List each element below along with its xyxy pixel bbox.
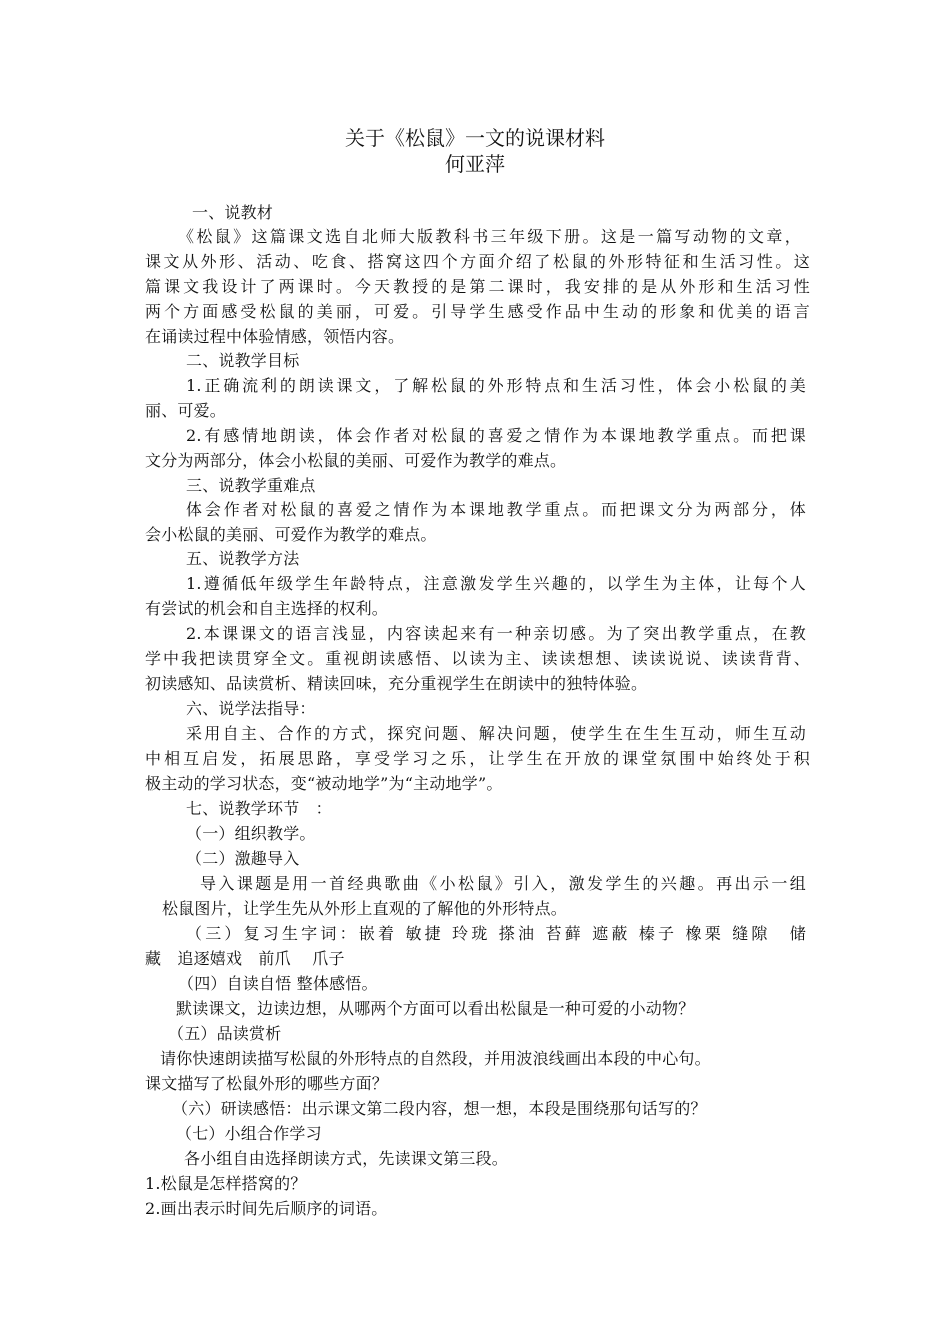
paragraph-line: 各小组自由选择朗读方式，先读课文第三段。 bbox=[184, 1149, 509, 1168]
paragraph-line: 体会作者对松鼠的喜爱之情作为本课地教学重点。而把课文分为两部分，体 bbox=[186, 500, 806, 519]
paragraph-line: 《松鼠》这篇课文选自北师大版教科书三年级下册。这是一篇写动物的文章， bbox=[178, 227, 801, 246]
subsection-heading: （四）自读自悟 整体感悟。 bbox=[178, 974, 378, 993]
subsection-heading: （五）品读赏析 bbox=[168, 1024, 282, 1043]
section-heading: 七、说教学环节 ： bbox=[186, 799, 332, 818]
paragraph-line: 中相互启发，拓展思路，享受学习之乐，让学生在开放的课堂氛围中始终处于积 bbox=[145, 749, 810, 768]
paragraph-line: 学中我把读贯穿全文。重视朗读感悟、以读为主、读读想想、读读说说、读读背背、 bbox=[145, 649, 810, 668]
paragraph-line: 丽、可爱。 bbox=[145, 401, 227, 420]
paragraph-line: 松鼠图片，让学生先从外形上直观的了解他的外形特点。 bbox=[162, 899, 568, 918]
paragraph-line: （三）复习生字词：嵌着 敏捷 玲珑 搽油 苔藓 遮蔽 榛子 橡栗 缝隙 储 bbox=[186, 924, 806, 943]
paragraph-line: 课文描写了松鼠外形的哪些方面？ bbox=[145, 1074, 389, 1093]
paragraph-line: 极主动的学习状态，变“被动地学”为“主动地学”。 bbox=[145, 774, 503, 793]
section-heading: 五、说教学方法 bbox=[186, 549, 300, 568]
paragraph-line: 两个方面感受松鼠的美丽，可爱。引导学生感受作品中生动的形象和优美的语言 bbox=[145, 302, 810, 321]
paragraph-line: （六）研读感悟：出示课文第二段内容，想一想，本段是围绕那句话写的？ bbox=[172, 1099, 707, 1118]
paragraph-line: 默读课文，边读边想，从哪两个方面可以看出松鼠是一种可爱的小动物？ bbox=[176, 999, 695, 1018]
paragraph-line: 文分为两部分，体会小松鼠的美丽、可爱作为教学的难点。 bbox=[145, 451, 567, 470]
paragraph-line: 2.本课课文的语言浅显，内容读起来有一种亲切感。为了突出教学重点，在教 bbox=[186, 624, 806, 643]
subsection-heading: （七）小组合作学习 bbox=[176, 1124, 322, 1143]
subsection-heading: （二）激趣导入 bbox=[186, 849, 300, 868]
paragraph-line: 请你快速朗读描写松鼠的外形特点的自然段，并用波浪线画出本段的中心句。 bbox=[160, 1049, 711, 1068]
paragraph-line: 藏 追逐嬉戏 前爪 爪子 bbox=[145, 949, 345, 968]
document-title: 关于《松鼠》一文的说课材料 bbox=[345, 126, 605, 150]
list-item: 1.松鼠是怎样搭窝的？ bbox=[145, 1174, 307, 1193]
document-author: 何亚萍 bbox=[445, 152, 505, 176]
paragraph-line: 课文从外形、活动、吃食、搭窝这四个方面介绍了松鼠的外形特征和生活习性。这 bbox=[145, 252, 810, 271]
paragraph-line: 导入课题是用一首经典歌曲《小松鼠》引入，激发学生的兴趣。再出示一组 bbox=[200, 874, 806, 893]
paragraph-line: 有尝试的机会和自主选择的权利。 bbox=[145, 599, 389, 618]
subsection-heading: （一）组织教学。 bbox=[186, 824, 316, 843]
paragraph-line: 篇课文我设计了两课时。今天教授的是第二课时，我安排的是从外形和生活习性 bbox=[145, 277, 810, 296]
paragraph-line: 会小松鼠的美丽、可爱作为教学的难点。 bbox=[145, 525, 437, 544]
paragraph-line: 在诵读过程中体验情感，领悟内容。 bbox=[145, 327, 405, 346]
section-heading: 一、说教材 bbox=[192, 203, 274, 222]
section-heading: 二、说教学目标 bbox=[186, 351, 300, 370]
paragraph-line: 2.有感情地朗读，体会作者对松鼠的喜爱之情作为本课地教学重点。而把课 bbox=[186, 426, 806, 445]
paragraph-line: 初读感知、品读赏析、精读回味，充分重视学生在朗读中的独特体验。 bbox=[145, 674, 648, 693]
paragraph-line: 1.遵循低年级学生年龄特点，注意激发学生兴趣的，以学生为主体，让每个人 bbox=[186, 574, 806, 593]
paragraph-line: 采用自主、合作的方式，探究问题、解决问题，使学生在生生互动，师生互动 bbox=[186, 724, 806, 743]
list-item: 2.画出表示时间先后顺序的词语。 bbox=[145, 1199, 388, 1218]
section-heading: 三、说教学重难点 bbox=[186, 476, 316, 495]
paragraph-line: 1.正确流利的朗读课文，了解松鼠的外形特点和生活习性，体会小松鼠的美 bbox=[186, 376, 806, 395]
section-heading: 六、说学法指导： bbox=[186, 699, 316, 718]
